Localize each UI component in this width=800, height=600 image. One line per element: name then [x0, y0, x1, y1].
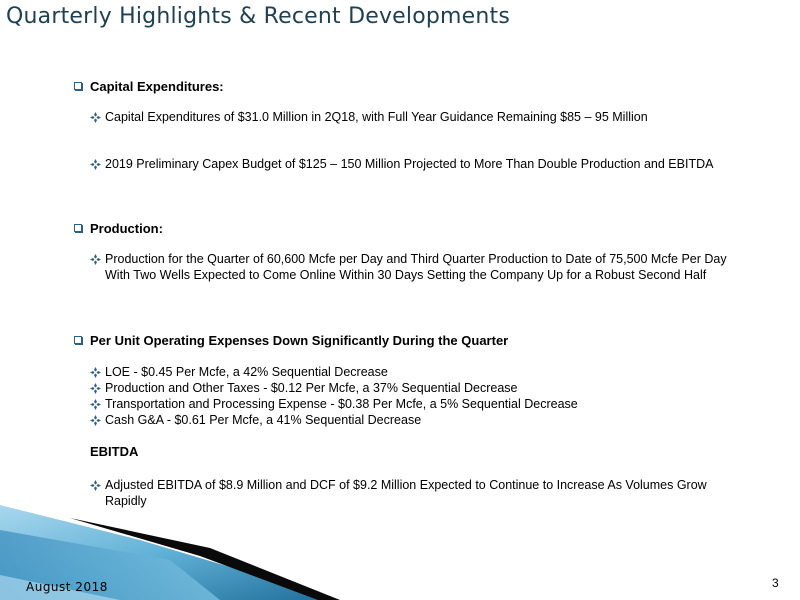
diamond-bullet-icon: [90, 112, 101, 123]
section-heading-capex-label: Capital Expenditures:: [90, 79, 224, 94]
list-item-text: LOE - $0.45 Per Mcfe, a 42% Sequential Decrease: [105, 365, 388, 379]
section-heading-opex-label: Per Unit Operating Expenses Down Significantly During the Quarter: [90, 333, 509, 348]
section-heading-opex: [74, 333, 508, 349]
list-item: [90, 396, 745, 412]
section-heading-production-label: Production:: [90, 221, 163, 236]
footer-date: August 2018: [26, 580, 108, 594]
section-heading-production: [74, 221, 163, 237]
diamond-bullet-icon: [90, 383, 101, 394]
square-bullet-icon: [74, 224, 82, 232]
list-item: [90, 251, 745, 283]
page-title: Quarterly Highlights & Recent Developments: [6, 4, 511, 29]
list-item: [90, 380, 745, 396]
page-number: 3: [772, 576, 779, 590]
list-item-text: Adjusted EBITDA of $8.9 Million and DCF of $9.2 Million Expected to Continue to Increase As Volumes Grow Rapidly: [105, 478, 707, 508]
diamond-bullet-icon: [90, 367, 101, 378]
square-bullet-icon: [74, 336, 82, 344]
diamond-bullet-icon: [90, 480, 101, 491]
list-item: [90, 109, 745, 125]
list-item: [90, 412, 745, 428]
diamond-bullet-icon: [90, 399, 101, 410]
list-item-text: Cash G&A - $0.61 Per Mcfe, a 41% Sequential Decrease: [105, 413, 422, 427]
square-bullet-icon: [74, 82, 82, 90]
list-item: [90, 156, 745, 172]
list-item-text: Production for the Quarter of 60,600 Mcfe per Day and Third Quarter Production to Date of 75,500 Mcfe Per Day With Two Wells Expected to Come Online Within 30 Days Setting the Company Up for a Robust Second Half: [105, 252, 727, 282]
diamond-bullet-icon: [90, 159, 101, 170]
section-heading-ebitda: EBITDA: [90, 444, 139, 459]
diamond-bullet-icon: [90, 415, 101, 426]
diamond-bullet-icon: [90, 254, 101, 265]
list-item: [90, 364, 745, 380]
section-heading-capex: [74, 79, 224, 95]
list-item-text: Transportation and Processing Expense - $0.38 Per Mcfe, a 5% Sequential Decrease: [105, 397, 578, 411]
list-item-text: 2019 Preliminary Capex Budget of $125 – 150 Million Projected to More Than Double Production and EBITDA: [105, 157, 714, 171]
list-item-text: Capital Expenditures of $31.0 Million in 2Q18, with Full Year Guidance Remaining $85 – 95 Million: [105, 110, 648, 124]
list-item: [90, 477, 745, 509]
list-item-text: Production and Other Taxes - $0.12 Per Mcfe, a 37% Sequential Decrease: [105, 381, 518, 395]
